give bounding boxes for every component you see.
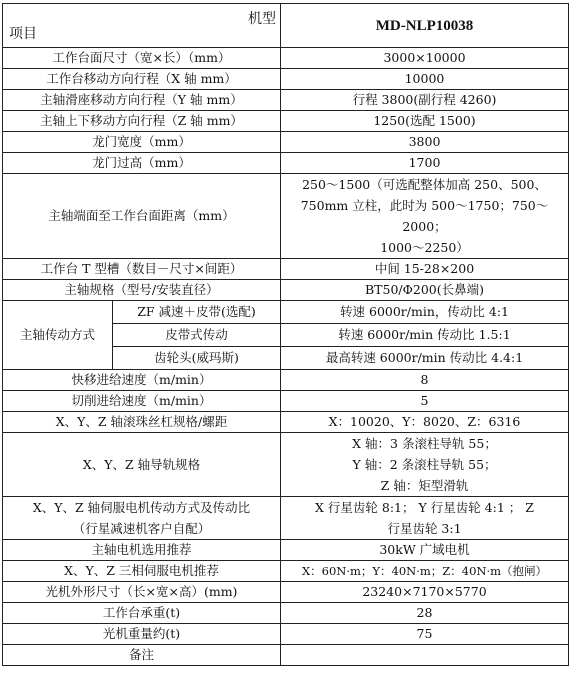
row-value: 1250(选配 1500) bbox=[281, 111, 569, 132]
row-label: 工作台 T 型槽（数目－尺寸×间距） bbox=[3, 259, 281, 280]
table-row bbox=[3, 582, 569, 603]
row-label: 工作台移动方向行程（X 轴 mm） bbox=[3, 69, 281, 90]
row-label: X、Y、Z 三相伺服电机推荐 bbox=[3, 561, 281, 582]
table-row bbox=[3, 391, 569, 412]
row-label: 切削进给速度（m/min） bbox=[3, 391, 281, 412]
row-value-multiline bbox=[281, 174, 569, 259]
row-value: X：10020、Y：8020、Z：6316 bbox=[281, 412, 569, 433]
drive-sub-label: 皮带式传动 bbox=[113, 324, 281, 347]
value-line: 750mm 立柱，此时为 500～1750；750～2000； bbox=[300, 198, 549, 234]
table-row bbox=[3, 412, 569, 433]
row-label: 工作台承重(t) bbox=[3, 603, 281, 624]
table-row bbox=[3, 69, 569, 90]
table-row bbox=[3, 624, 569, 645]
drive-sub-value: 转速 6000r/min，传动比 4:1 bbox=[281, 301, 569, 324]
value-line: Z 轴：矩型滑轨 bbox=[380, 478, 469, 493]
row-label: X、Y、Z 轴滚珠丝杠规格/螺距 bbox=[3, 412, 281, 433]
row-label: 光机外形尺寸（长×宽×高）(mm) bbox=[3, 582, 281, 603]
table-row bbox=[3, 111, 569, 132]
row-value: 75 bbox=[281, 624, 569, 645]
row-value-multiline bbox=[281, 433, 569, 497]
value-line: 行星齿轮 3:1 bbox=[387, 521, 462, 536]
header-corner-cell bbox=[3, 4, 281, 48]
table-row bbox=[3, 48, 569, 69]
row-value-multiline bbox=[281, 497, 569, 540]
row-label: 龙门过高（mm） bbox=[3, 153, 281, 174]
table-row bbox=[3, 174, 569, 259]
row-label: 主轴规格（型号/安装直径） bbox=[3, 280, 281, 301]
model-column-label: 机型 bbox=[248, 11, 276, 27]
drive-sub-value: 最高转速 6000r/min 传动比 4.4:1 bbox=[281, 347, 569, 370]
row-value: 行程 3800(副行程 4260) bbox=[281, 90, 569, 111]
table-row bbox=[3, 540, 569, 561]
table-row bbox=[3, 370, 569, 391]
drive-sub-label: ZF 减速＋皮带(选配) bbox=[113, 301, 281, 324]
table-row bbox=[3, 90, 569, 111]
table-row bbox=[3, 153, 569, 174]
value-line: 250～1500（可选配整体加高 250、500、 bbox=[302, 177, 547, 192]
table-row bbox=[3, 301, 569, 324]
header-row bbox=[3, 4, 569, 48]
value-line: X 轴：3 条滚柱导轨 55； bbox=[352, 436, 497, 451]
drive-sub-value: 转速 6000r/min 传动比 1.5:1 bbox=[281, 324, 569, 347]
row-value bbox=[281, 645, 569, 666]
row-label: 备注 bbox=[3, 645, 281, 666]
row-label: 工作台面尺寸（宽×长）（mm） bbox=[3, 48, 281, 69]
row-value: X：60N·m；Y：40N·m；Z：40N·m（抱闸） bbox=[281, 561, 569, 582]
row-value: 1700 bbox=[281, 153, 569, 174]
row-label: 快移进给速度（m/min） bbox=[3, 370, 281, 391]
row-value: 10000 bbox=[281, 69, 569, 90]
row-label: 主轴电机选用推荐 bbox=[3, 540, 281, 561]
value-line: X 行星齿轮 8:1； Y 行星齿轮 4:1 ； Z bbox=[315, 500, 534, 515]
row-value: 8 bbox=[281, 370, 569, 391]
model-value: MD-NLP10038 bbox=[281, 4, 569, 48]
drive-sub-label: 齿轮头(威玛斯) bbox=[113, 347, 281, 370]
table-row bbox=[3, 603, 569, 624]
table-row bbox=[3, 132, 569, 153]
row-value: BT50/Φ200(长鼻端) bbox=[281, 280, 569, 301]
row-label: 光机重量约(t) bbox=[3, 624, 281, 645]
row-value: 中间 15-28×200 bbox=[281, 259, 569, 280]
table-row bbox=[3, 259, 569, 280]
row-value: 23240×7170×5770 bbox=[281, 582, 569, 603]
table-row bbox=[3, 497, 569, 540]
table-row bbox=[3, 280, 569, 301]
row-label: X、Y、Z 轴导轨规格 bbox=[3, 433, 281, 497]
row-value: 28 bbox=[281, 603, 569, 624]
row-label-multiline bbox=[3, 497, 281, 540]
table-row bbox=[3, 645, 569, 666]
label-line: X、Y、Z 轴伺服电机传动方式及传动比 bbox=[32, 500, 251, 515]
value-line: 1000～2250） bbox=[380, 240, 469, 255]
spec-table bbox=[2, 3, 569, 666]
row-value: 3800 bbox=[281, 132, 569, 153]
table-row bbox=[3, 433, 569, 497]
item-row-label: 项目 bbox=[9, 26, 37, 42]
table-row bbox=[3, 561, 569, 582]
value-line: Y 轴：2 条滚柱导轨 55； bbox=[352, 457, 497, 472]
drive-group-label: 主轴传动方式 bbox=[3, 301, 113, 370]
label-line: （行星减速机客户自配） bbox=[72, 521, 211, 536]
row-label: 主轴滑座移动方向行程（Y 轴 mm） bbox=[3, 90, 281, 111]
row-label: 龙门宽度（mm） bbox=[3, 132, 281, 153]
row-value: 30kW 广域电机 bbox=[281, 540, 569, 561]
row-label: 主轴上下移动方向行程（Z 轴 mm） bbox=[3, 111, 281, 132]
row-value: 5 bbox=[281, 391, 569, 412]
row-label: 主轴端面至工作台面距离（mm） bbox=[3, 174, 281, 259]
row-value: 3000×10000 bbox=[281, 48, 569, 69]
